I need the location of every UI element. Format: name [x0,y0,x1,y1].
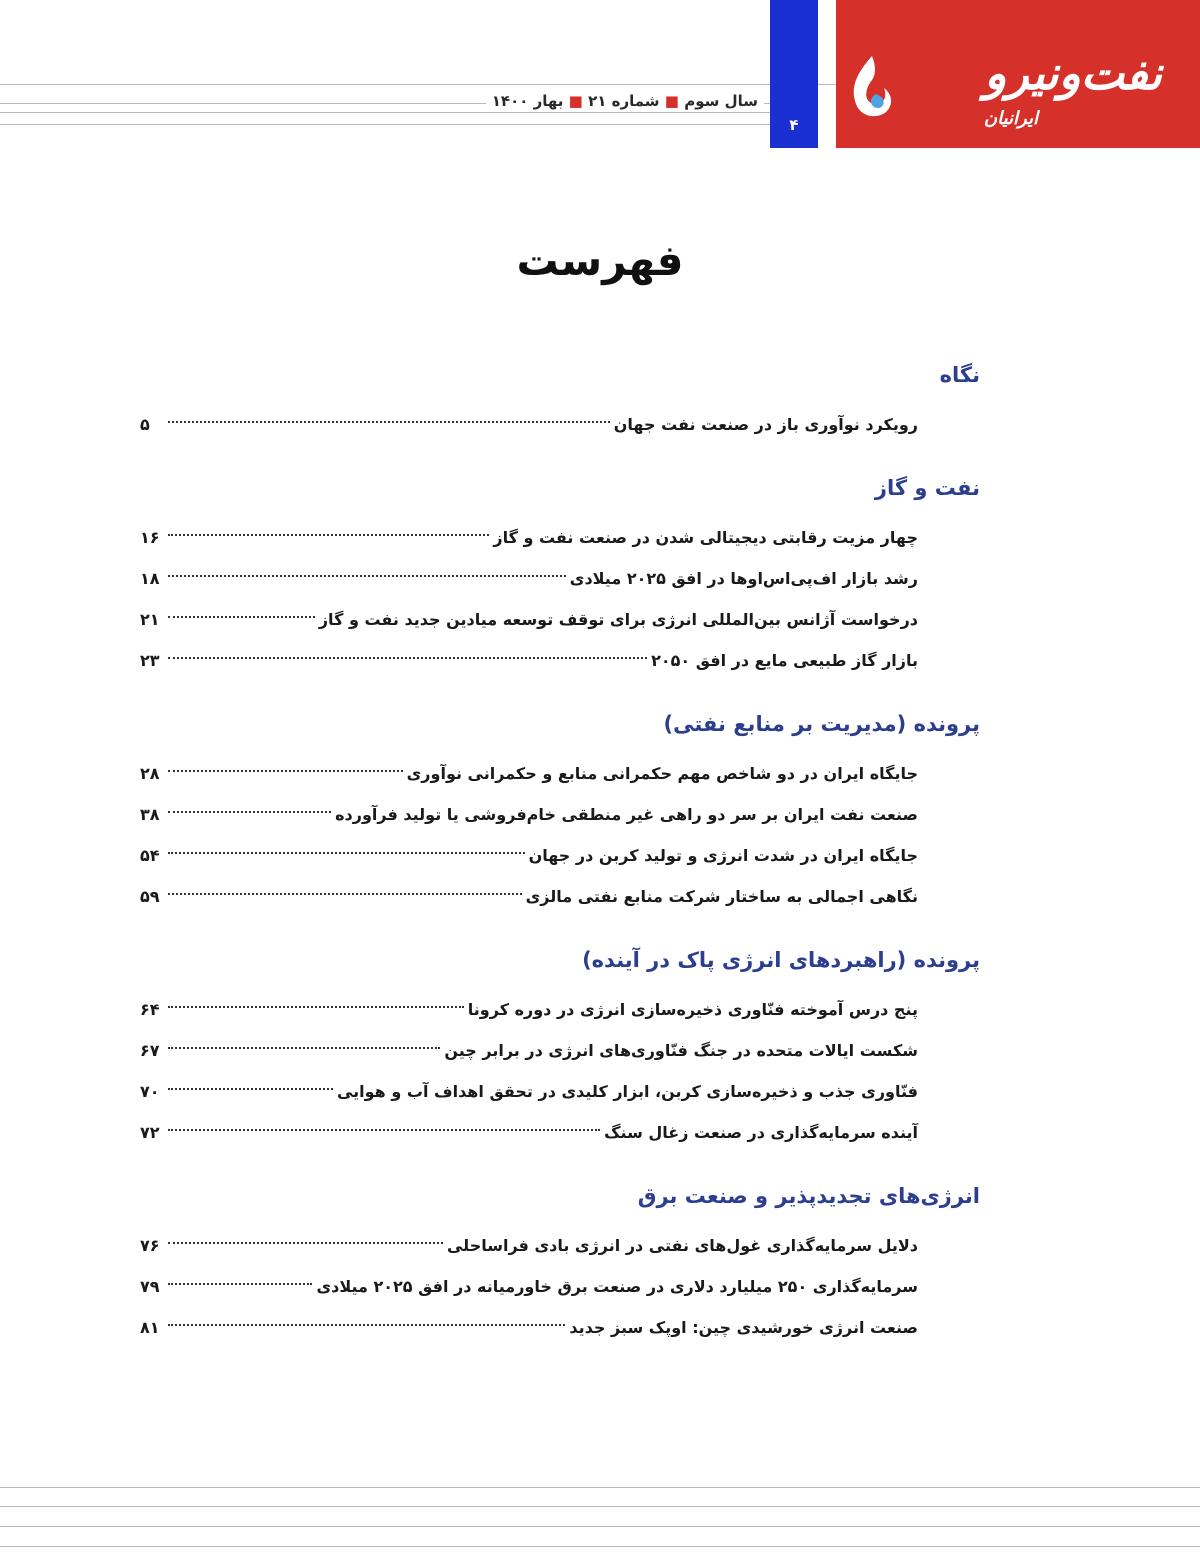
separator-dot: ■ [568,92,583,110]
footer-rule [0,1526,1200,1527]
entry-page-number: ۱۸ [140,569,160,588]
dot-leader [168,893,522,895]
entry-title: چهار مزیت رقابتی دیجیتالی شدن در صنعت نفت و گاز [493,528,918,547]
toc-entry[interactable] [140,876,918,917]
dot-leader [168,770,403,772]
entry-title: دلایل سرمایه‌گذاری غول‌های نفتی در انرژی بادی فراساحلی [446,1236,918,1255]
dot-leader [168,1129,600,1131]
toc-entry[interactable] [140,753,918,794]
table-of-contents [140,358,980,1374]
entry-title: صنعت انرژی خورشیدی چین: اوپک سبز جدید [569,1318,918,1337]
entry-page-number: ۶۴ [140,1000,160,1019]
footer-rule [0,1546,1200,1547]
entry-title: جایگاه ایران در شدت انرژی و تولید کربن در جهان [528,846,918,865]
entry-title: آینده سرمایه‌گذاری در صنعت زغال سنگ [604,1123,918,1142]
entry-page-number: ۷۹ [140,1277,160,1296]
toc-entry[interactable] [140,640,918,681]
issue-season: بهار ۱۴۰۰ [491,92,564,110]
dot-leader [168,1242,443,1244]
entry-page-number: ۲۳ [140,651,160,670]
toc-entry[interactable] [140,1030,918,1071]
entry-page-number: ۳۸ [140,805,160,824]
entry-page-number: ۵۴ [140,846,160,865]
toc-entry[interactable] [140,1307,918,1348]
entry-page-number: ۷۶ [140,1236,160,1255]
dot-leader [168,575,566,577]
entry-title: رویکرد نوآوری باز در صنعت نفت جهان [613,415,918,434]
entry-title: جایگاه ایران در دو شاخص مهم حکمرانی منابع و حکمرانی نوآوری [406,764,918,783]
page-title: فهرست [516,236,684,285]
toc-entry[interactable] [140,1225,918,1266]
toc-entry[interactable] [140,1266,918,1307]
dot-leader [168,811,331,813]
entry-page-number: ۷۰ [140,1082,160,1101]
dot-leader [168,657,647,659]
header-rule [0,112,770,113]
magazine-logo [836,0,1200,148]
toc-entry[interactable] [140,517,918,558]
dot-leader [168,1324,565,1326]
entry-title: رشد بازار اف‌پی‌اس‌اوها در افق ۲۰۲۵ میلادی [569,569,918,588]
entry-title: فنّاوری جذب و ذخیره‌سازی کربن، ابزار کلیدی در تحقق اهداف آب و هوایی [336,1082,918,1101]
dot-leader [168,1283,312,1285]
toc-section [140,471,980,681]
toc-entry[interactable] [140,794,918,835]
entry-page-number: ۱۶ [140,528,160,547]
dot-leader [168,1088,333,1090]
header-rule [0,124,770,125]
dot-leader [168,534,489,536]
toc-entry[interactable] [140,599,918,640]
dot-leader [168,616,315,618]
issue-info [486,92,764,110]
issue-volume: سال سوم [684,92,758,110]
section-heading: پرونده (راهبردهای انرژی پاک در آینده) [582,948,980,972]
entry-page-number: ۲۸ [140,764,160,783]
toc-entry[interactable] [140,558,918,599]
toc-section [140,943,980,1153]
toc-section [140,358,980,445]
footer-rule [0,1506,1200,1507]
page-number: ۴ [789,116,799,134]
toc-section [140,1179,980,1348]
entry-page-number: ۷۲ [140,1123,160,1142]
entry-title: شکست ایالات متحده در جنگ فنّاوری‌های انرژی در برابر چین [444,1041,918,1060]
section-heading: نفت و گاز [874,476,980,500]
entry-title: نگاهی اجمالی به ساختار شرکت منابع نفتی مالزی [525,887,918,906]
toc-entry[interactable] [140,1071,918,1112]
toc-section [140,707,980,917]
footer-rule [0,1487,1200,1488]
section-heading: پرونده (مدیریت بر منابع نفتی) [663,712,980,736]
toc-entry[interactable] [140,989,918,1030]
section-heading: نگاه [939,363,980,387]
entry-title: صنعت نفت ایران بر سر دو راهی غیر منطقی خام‌فروشی یا تولید فرآورده [335,805,918,824]
entry-title: بازار گاز طبیعی مایع در افق ۲۰۵۰ [651,651,918,670]
toc-entry[interactable] [140,1112,918,1153]
entry-page-number: ۵۹ [140,887,160,906]
header-rule [0,84,836,85]
entry-page-number: ۶۷ [140,1041,160,1060]
toc-entry[interactable] [140,404,918,445]
logo-wordmark: نفت‌ونیرو [984,46,1162,100]
dot-leader [168,1047,440,1049]
entry-title: سرمایه‌گذاری ۲۵۰ میلیارد دلاری در صنعت برق خاورمیانه در افق ۲۰۲۵ میلادی [316,1277,918,1296]
logo-subtitle: ایرانیان [983,108,1038,129]
dot-leader [168,852,525,854]
entry-page-number: ۲۱ [140,610,160,629]
entry-page-number: ۸۱ [140,1318,160,1337]
separator-dot: ■ [664,92,679,110]
dot-leader [168,1006,464,1008]
dot-leader [168,421,610,423]
section-heading: انرژی‌های تجدیدپذیر و صنعت برق [637,1184,980,1208]
entry-title: پنج درس آموخته فنّاوری ذخیره‌سازی انرژی در دوره کرونا [467,1000,918,1019]
issue-number: شماره ۲۱ [588,92,660,110]
flame-icon [842,54,902,124]
entry-page-number: ۵ [140,415,150,434]
entry-title: درخواست آژانس بین‌المللی انرژی برای توقف توسعه میادین جدید نفت و گاز [318,610,918,629]
toc-entry[interactable] [140,835,918,876]
